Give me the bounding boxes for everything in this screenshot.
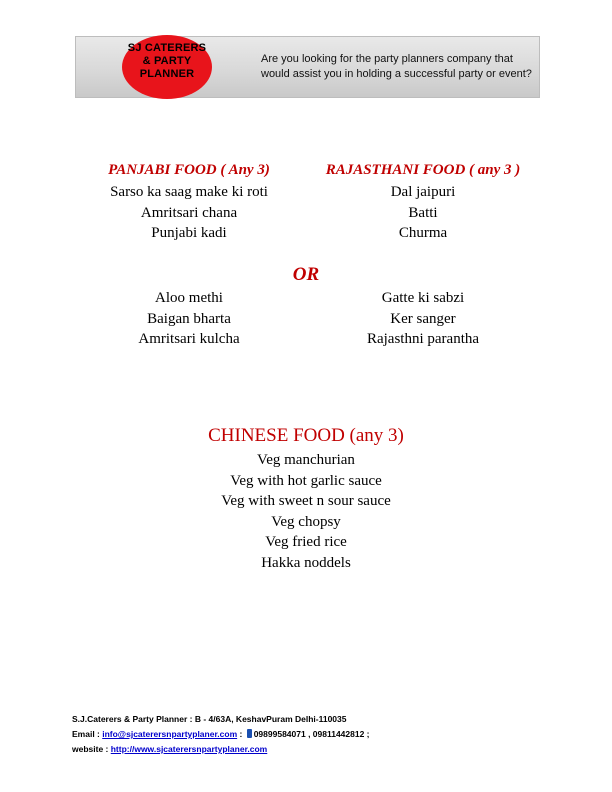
website-link[interactable]: http://www.sjcaterersnpartyplaner.com: [110, 744, 268, 754]
chinese-heading: CHINESE FOOD (any 3): [208, 425, 404, 446]
list-item: Dal jaipuri: [390, 184, 456, 200]
list-item: Hakka noddels: [261, 554, 351, 571]
phone-numbers: 09899584071 , 09811442812 ;: [253, 729, 370, 739]
logo-line-3: PLANNER: [139, 68, 195, 80]
punjabi-heading: PANJABI FOOD ( Any 3): [108, 162, 270, 178]
list-item: Veg chopsy: [271, 513, 341, 530]
rajasthani-list-b: [300, 288, 546, 350]
list-item: Aloo methi: [155, 290, 223, 306]
banner-tagline: [261, 52, 536, 82]
list-item: Gatte ki sabzi: [381, 290, 465, 306]
list-item: Ker sanger: [390, 310, 456, 327]
header-banner: [75, 36, 540, 98]
tagline-line-1: Are you looking for the party planners company that: [261, 53, 513, 65]
email-label: Email :: [72, 729, 103, 739]
logo-text: [121, 42, 213, 81]
list-item: Punjabi kadi: [151, 225, 227, 242]
company-logo: [121, 34, 213, 100]
logo-line-1: SJ CATERERS: [127, 42, 207, 54]
website-label: website :: [72, 744, 111, 754]
list-item: Veg with hot garlic sauce: [230, 472, 382, 489]
list-item: Rajasthni parantha: [366, 331, 480, 348]
list-item: Churma: [398, 225, 448, 242]
or-separator: OR: [292, 264, 320, 285]
list-item: Amritsari kulcha: [138, 331, 240, 348]
list-item: Veg with sweet n sour sauce: [221, 493, 391, 510]
footer-website-line: [72, 742, 370, 757]
punjabi-list-a: [66, 182, 312, 244]
punjabi-list-b: [66, 288, 312, 350]
footer-address: S.J.Caterers & Party Planner : B - 4/63A, KeshavPuram Delhi-110035: [72, 714, 347, 724]
list-item: Batti: [408, 204, 438, 221]
list-item: Sarso ka saag make ki roti: [110, 184, 268, 200]
list-item: Baigan bharta: [147, 310, 231, 327]
list-item: Amritsari chana: [140, 204, 238, 221]
phone-separator: :: [237, 729, 245, 739]
footer-contact: [72, 712, 370, 757]
tagline-line-2: would assist you in holding a successful party or event?: [261, 68, 532, 80]
rajasthani-list-a: [300, 182, 546, 244]
logo-line-2: & PARTY: [142, 55, 192, 67]
chinese-list: [0, 450, 612, 574]
phone-icon: [247, 729, 252, 738]
rajasthani-heading: RAJASTHANI FOOD ( any 3 ): [325, 162, 521, 178]
list-item: Veg manchurian: [257, 452, 355, 468]
footer-email-line: [72, 727, 370, 742]
list-item: Veg fried rice: [265, 534, 347, 551]
email-link[interactable]: info@sjcaterersnpartyplaner.com: [102, 729, 238, 739]
